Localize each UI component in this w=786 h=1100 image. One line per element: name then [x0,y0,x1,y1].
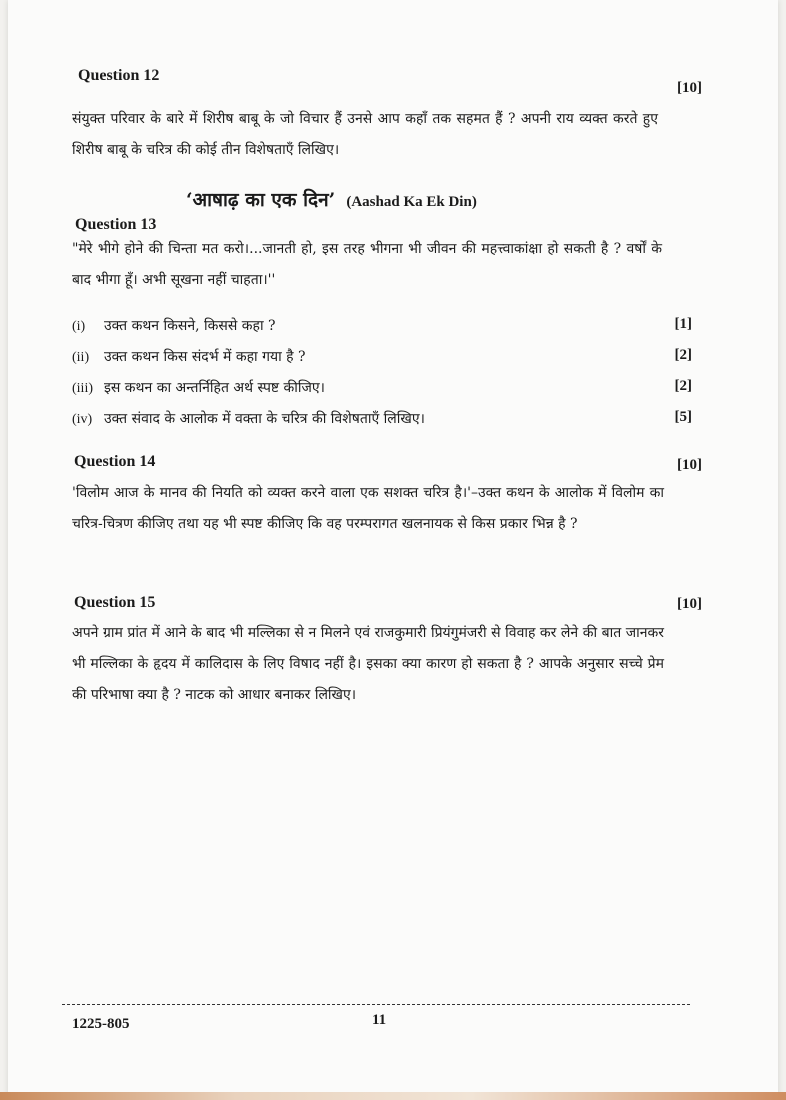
question-13-passage: "मेरे भीगे होने की चिन्ता मत करो।...जानती हो, इस तरह भीगना भी जीवन की महत्त्वाकांक्षा हो सकती है ? वर्षों के बाद भीगा हूँ। अभी सूखना नहीं चाहता।'' [72,241,662,288]
section-heading [186,186,606,212]
paper-code: 1225-805 [72,1016,130,1032]
question-13-sub-iv-marks: [5] [674,409,692,425]
question-13-sub-i: (i) उक्त कथन किसने, किससे कहा ? [1] [72,316,692,334]
question-13-title: Question 13 [75,216,157,233]
question-14-marks: [10] [677,457,702,473]
question-12-text: संयुक्त परिवार के बारे में शिरीष बाबू के जो विचार हैं उनसे आप कहाँ तक सहमत हैं ? अपनी राय व्यक्त करते हुए शिरीष बाबू के चरित्र की कोई तीन विशेषताएँ लिखिए। [72,111,658,158]
question-13-sub-iv: (iv) उक्त संवाद के आलोक में वक्ता के चरित्र की विशेषताएँ लिखिए। [5] [72,409,692,427]
question-13-sub-i-marks: [1] [674,316,692,332]
page-number: 11 [372,1012,387,1028]
question-12-title: Question 12 [78,67,160,84]
question-14-text: 'विलोम आज के मानव की नियति को व्यक्त करने वाला एक सशक्त चरित्र है।'–उक्त कथन के आलोक में विलोम का चरित्र-चित्रण कीजिए तथा यह भी स्पष्ट कीजिए कि वह परम्परागत खलनायक से किस प्रकार भिन्न है ? [72,485,664,532]
question-14-title: Question 14 [74,453,156,470]
question-15-title: Question 15 [74,594,156,611]
section-title-hindi: ‘आषाढ़ का एक दिन’ [186,189,336,211]
footer-divider [62,1004,690,1005]
question-15-marks: [10] [677,596,702,612]
question-13-sub-ii: (ii) उक्त कथन किस संदर्भ में कहा गया है ? [2] [72,347,692,365]
question-13-sub-ii-marks: [2] [674,347,692,363]
question-12-marks: [10] [677,80,702,96]
question-13-sub-iii: (iii) इस कथन का अन्तर्निहित अर्थ स्पष्ट कीजिए। [2] [72,378,692,396]
page-edge-shadow [0,1092,786,1100]
section-title-english: (Aashad Ka Ek Din) [346,194,477,210]
question-15-text: अपने ग्राम प्रांत में आने के बाद भी मल्लिका से न मिलने एवं राजकुमारी प्रियंगुमंजरी से विवाह कर लेने की बात जानकर भी मल्लिका के हृदय में कालिदास के लिए विषाद नहीं है। इसका क्या कारण हो सकता है ? आपके अनुसार सच्चे प्रेम की परिभाषा क्या है ? नाटक को आधार बनाकर लिखिए। [72,625,664,703]
question-13-sub-iii-marks: [2] [674,378,692,394]
